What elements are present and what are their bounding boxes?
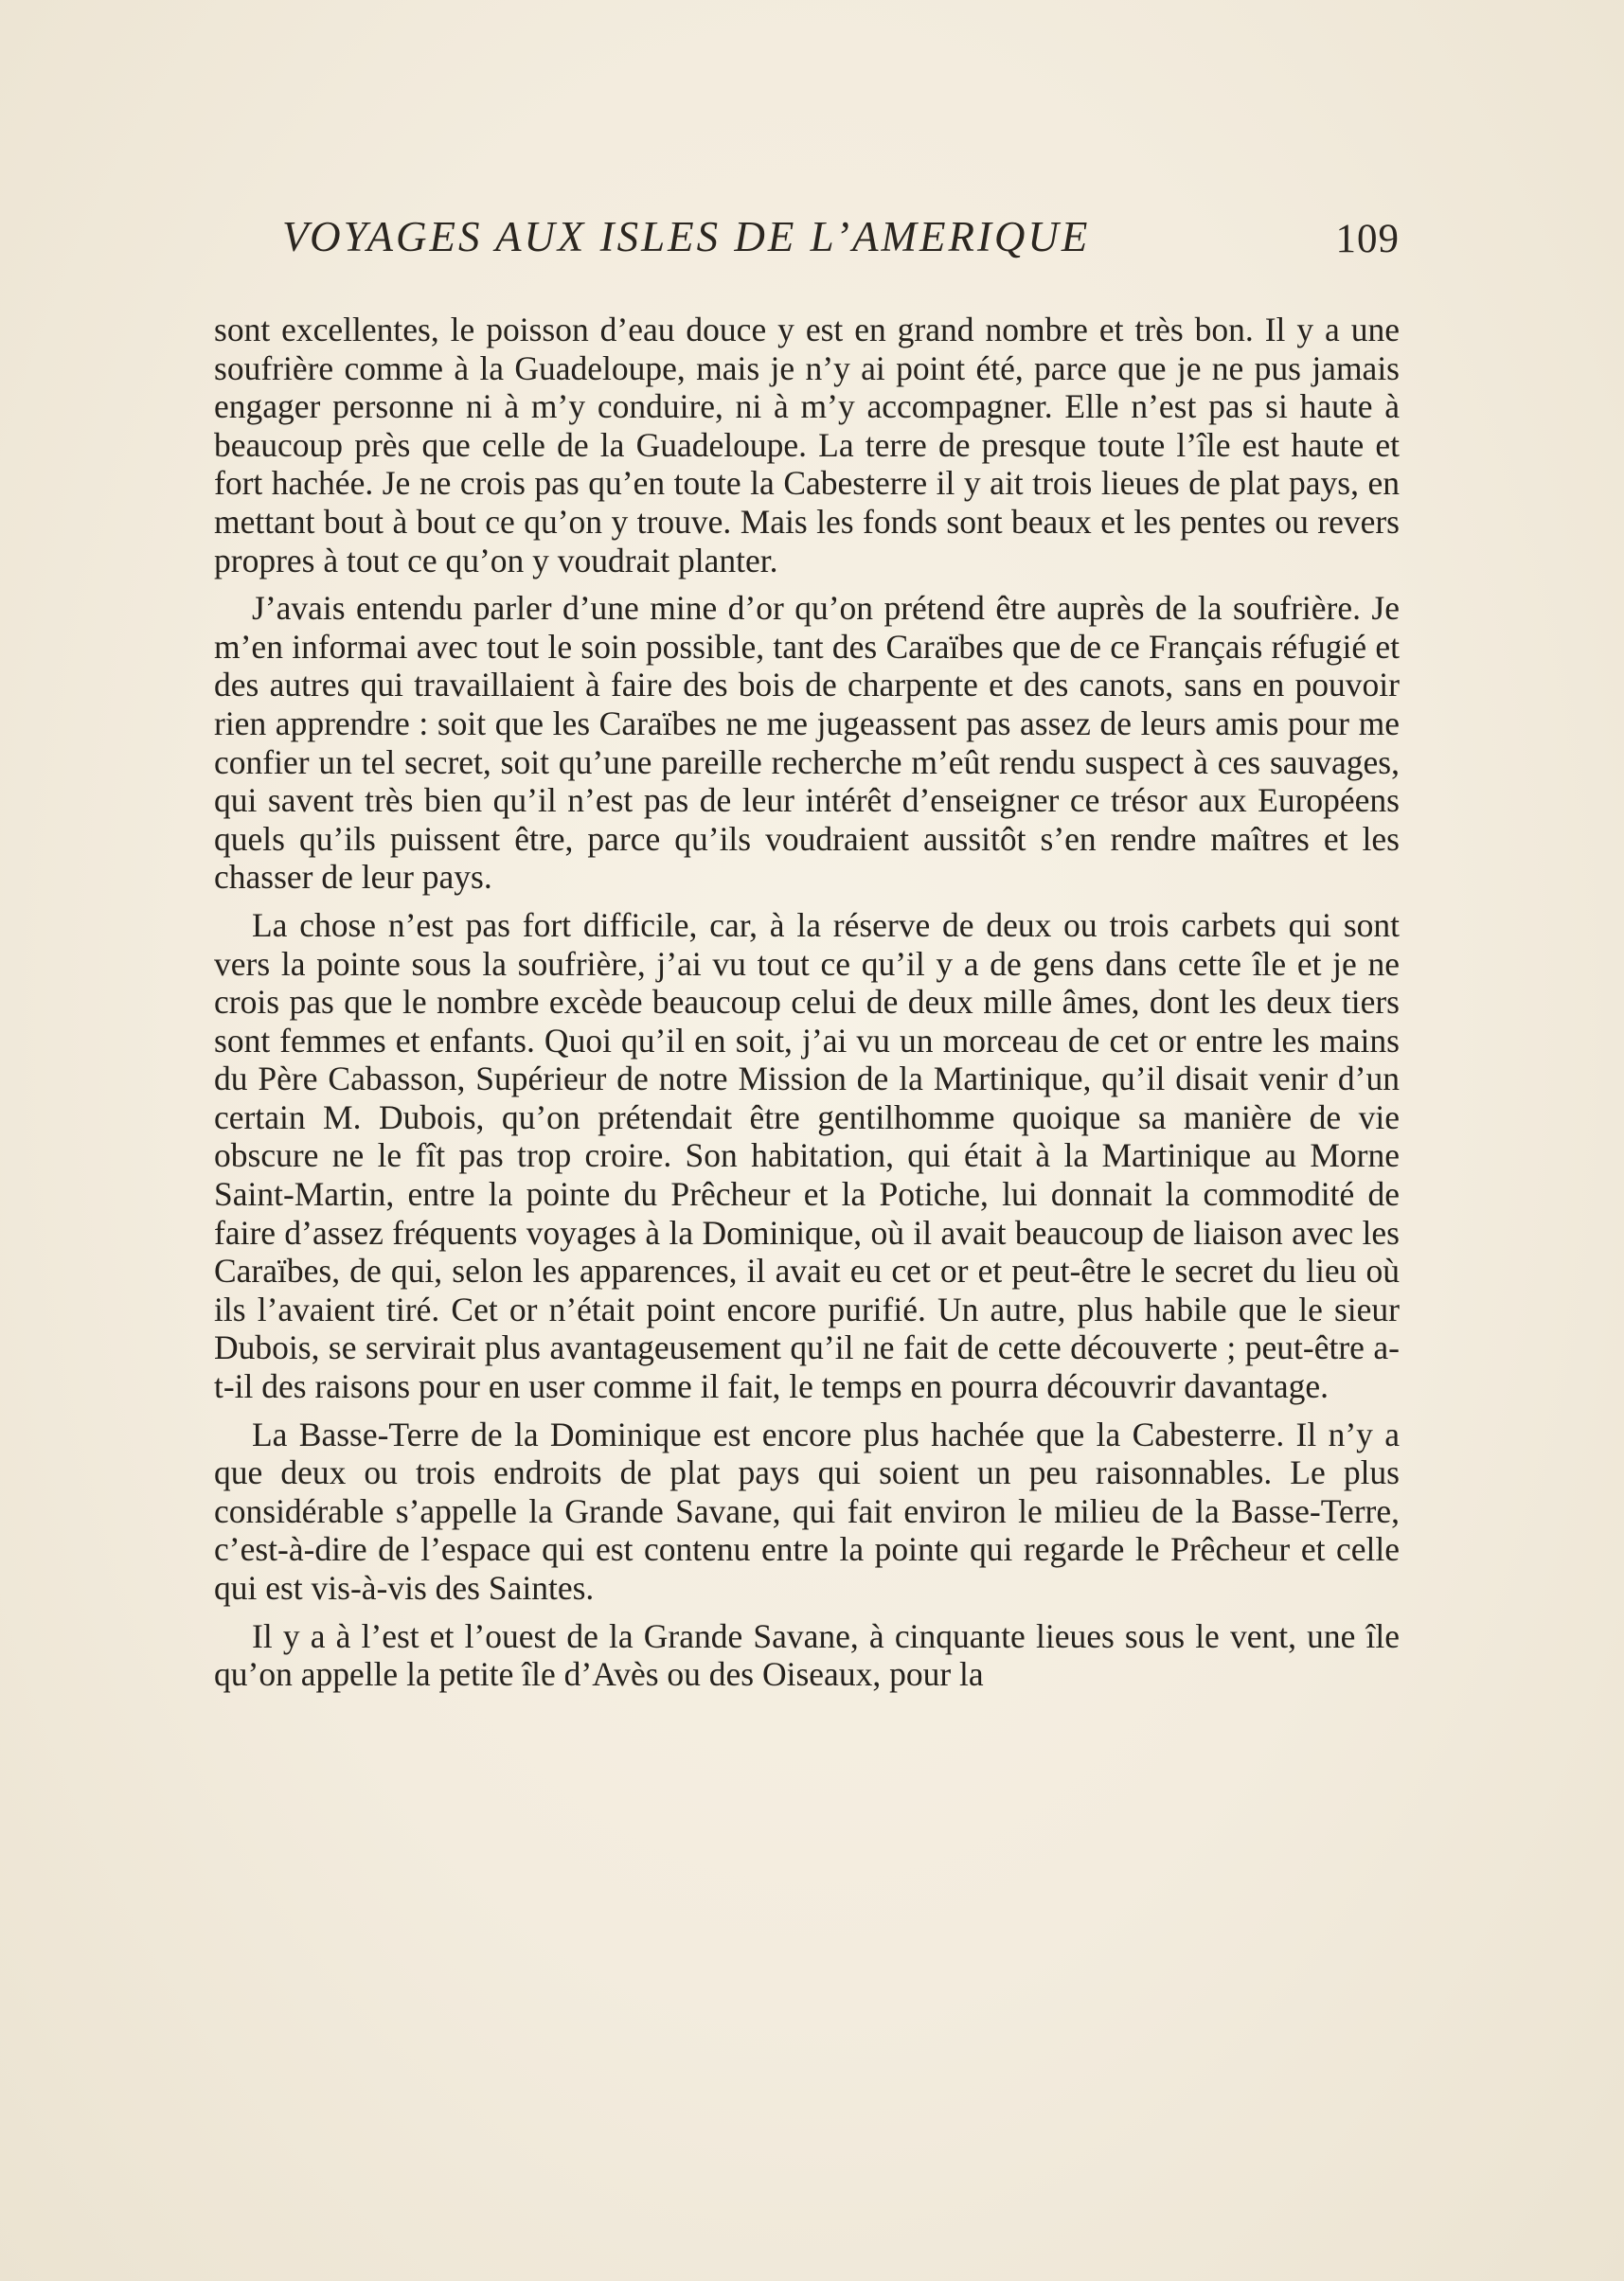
running-title: VOYAGES AUX ISLES DE L’AMERIQUE: [282, 213, 1091, 260]
paragraph: La chose n’est pas fort difficile, car, à la réserve de deux ou trois carbets qui sont vers la pointe sous la soufrière, j’ai vu tout ce qu’il y a de gens dans cette île et je ne crois pas que le nombre excède beaucoup celui de deux mille âmes, dont les deux tiers sont femmes et enfants. Quoi qu’il en soit, j’ai vu un morceau de cet or entre les mains du Père Cabasson, Supérieur de notre Mission de la Martinique, qu’il disait venir d’un certain M. Dubois, qu’on prétendait être gentilhomme quoique sa manière de vie obscure ne le fît pas trop croire. Son habitation, qui était à la Martinique au Morne Saint-Martin, entre la pointe du Prêcheur et la Potiche, lui donnait la commodité de faire d’assez fréquents voyages à la Dominique, où il avait beaucoup de liaison avec les Caraïbes, de qui, selon les apparences, il avait eu cet or et peut-être le secret du lieu où ils l’avaient tiré. Cet or n’était point encore purifié. Un autre, plus habile que le sieur Dubois, se servirait plus avantageusement qu’il ne fait de cette découverte ; peut-être a-t-il des raisons pour en user comme il fait, le temps en pourra découvrir davantage.: [214, 905, 1400, 1406]
paragraph: J’avais entendu parler d’une mine d’or qu’on prétend être auprès de la soufrière. Je m’en informai avec tout le soin possible, tant des Caraïbes que de ce Français réfugié et des autres qui travaillaient à faire des bois de charpente et des canots, sans en pouvoir rien apprendre : soit que les Caraïbes ne me jugeassent pas assez de leurs amis pour me confier un tel secret, soit qu’une pareille recherche m’eût rendu suspect à ces sauvages, qui savent très bien qu’il n’est pas de leur intérêt d’enseigner ce trésor aux Européens quels qu’ils puissent être, parce qu’ils voudraient aussitôt s’en rendre maîtres et les chasser de leur pays.: [214, 589, 1400, 897]
paragraph: Il y a à l’est et l’ouest de la Grande Savane, à cinquante lieues sous le vent, une île qu’on appelle la petite île d’Avès ou des Oiseaux, pour la: [214, 1616, 1400, 1694]
page-number: 109: [1335, 217, 1400, 261]
paragraph: La Basse-Terre de la Dominique est encore plus hachée que la Cabesterre. Il n’y a que deux ou trois endroits de plat pays qui soient un peu raisonnables. Le plus considérable s’appelle la Grande Savane, qui fait environ le milieu de la Basse-Terre, c’est-à-dire de l’espace qui est contenu entre la pointe qui regarde le Prêcheur et celle qui est vis-à-vis des Saintes.: [214, 1415, 1400, 1607]
paragraph: sont excellentes, le poisson d’eau douce y est en grand nombre et très bon. Il y a une soufrière comme à la Guadeloupe, mais je n’y ai point été, parce que je ne pus jamais engager personne ni à m’y conduire, ni à m’y accompagner. Elle n’est pas si haute à beaucoup près que celle de la Guadeloupe. La terre de presque toute l’île est haute et fort hachée. Je ne crois pas qu’en toute la Cabesterre il y ait trois lieues de plat pays, en mettant bout à bout ce qu’on y trouve. Mais les fonds sont beaux et les pentes ou revers propres à tout ce qu’on y voudrait planter.: [214, 311, 1400, 579]
page-header: [282, 212, 1400, 269]
body-text: [214, 311, 1400, 1703]
